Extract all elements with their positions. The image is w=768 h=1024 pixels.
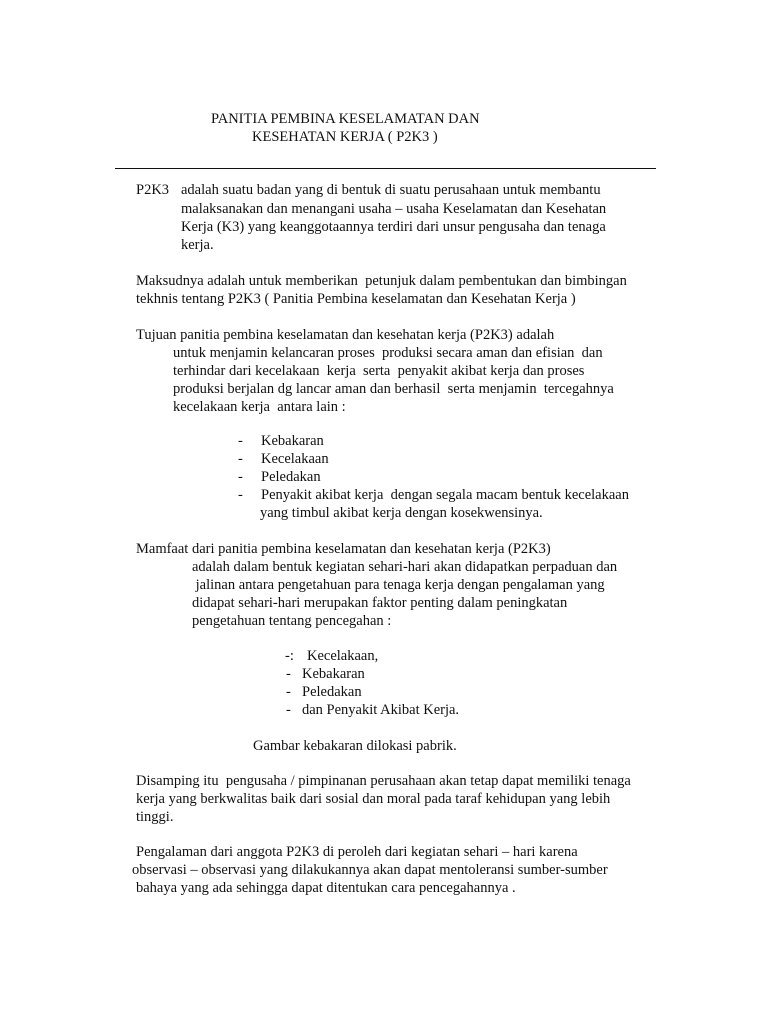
para3-line-2: untuk menjamin kelancaran proses produksi secara aman dan efisian dan bbox=[173, 345, 603, 361]
title-divider bbox=[115, 168, 656, 169]
para5-line-2: kerja yang berkwalitas baik dari sosial dan moral pada taraf kehidupan yang lebih bbox=[136, 791, 611, 807]
list-item: Peledakan bbox=[261, 469, 321, 485]
para4-line-1: Mamfaat dari panitia pembina keselamatan dan kesehatan kerja (P2K3) bbox=[136, 541, 551, 557]
list-marker: - bbox=[238, 469, 243, 485]
list-item: Penyakit akibat kerja dengan segala macam bentuk kecelakaan bbox=[261, 487, 629, 503]
list-item: dan Penyakit Akibat Kerja. bbox=[302, 702, 460, 718]
list-marker: - bbox=[238, 487, 243, 503]
list-item: Kebakaran bbox=[302, 666, 365, 682]
document-title-line-1: PANITIA PEMBINA KESELAMATAN DAN bbox=[211, 111, 480, 127]
para3-line-5: kecelakaan kerja antara lain : bbox=[173, 399, 346, 415]
para1-line-2: malaksanakan dan menangani usaha – usaha Keselamatan dan Kesehatan bbox=[181, 201, 607, 217]
para4-line-3: jalinan antara pengetahuan para tenaga kerja dengan pengalaman yang bbox=[192, 577, 605, 593]
para5-line-1: Disamping itu pengusaha / pimpinanan perusahaan akan tetap dapat memiliki tenaga bbox=[136, 773, 631, 789]
para1-line-4: kerja. bbox=[181, 237, 214, 253]
list-item-continuation: yang timbul akibat kerja dengan kosekwensinya. bbox=[260, 505, 543, 521]
para2-line-1: Maksudnya adalah untuk memberikan petunjuk dalam pembentukan dan bimbingan bbox=[136, 273, 627, 289]
para2-line-2: tekhnis tentang P2K3 ( Panitia Pembina keselamatan dan Kesehatan Kerja ) bbox=[136, 291, 576, 307]
list-marker: -: bbox=[285, 648, 294, 664]
list-marker: - bbox=[238, 451, 243, 467]
list-item: Peledakan bbox=[302, 684, 362, 700]
para6-line-1: Pengalaman dari anggota P2K3 di peroleh dari kegiatan sehari – hari karena bbox=[136, 844, 578, 860]
figure-caption: Gambar kebakaran dilokasi pabrik. bbox=[253, 738, 457, 754]
list-item: Kecelakaan, bbox=[307, 648, 379, 664]
list-marker: - bbox=[238, 433, 243, 449]
para4-line-4: didapat sehari-hari merupakan faktor penting dalam peningkatan bbox=[192, 595, 568, 611]
list-marker: - bbox=[286, 702, 291, 718]
para3-line-3: terhindar dari kecelakaan kerja serta penyakit akibat kerja dan proses bbox=[173, 363, 585, 379]
para3-line-4: produksi berjalan dg lancar aman dan berhasil serta menjamin tercegahnya bbox=[173, 381, 614, 397]
para6-line-2: observasi – observasi yang dilakukannya akan dapat mentoleransi sumber-sumber bbox=[132, 862, 608, 878]
list-item: Kebakaran bbox=[261, 433, 324, 449]
para4-line-5: pengetahuan tentang pencegahan : bbox=[192, 613, 392, 629]
para3-line-1: Tujuan panitia pembina keselamatan dan kesehatan kerja (P2K3) adalah bbox=[136, 327, 555, 343]
list-marker: - bbox=[286, 666, 291, 682]
list-item: Kecelakaan bbox=[261, 451, 329, 467]
para6-line-3: bahaya yang ada sehingga dapat ditentukan cara pencegahannya . bbox=[136, 880, 516, 896]
list-marker: - bbox=[286, 684, 291, 700]
para4-line-2: adalah dalam bentuk kegiatan sehari-hari akan didapatkan perpaduan dan bbox=[192, 559, 618, 575]
para1-term: P2K3 bbox=[136, 182, 170, 198]
document-title-line-2: KESEHATAN KERJA ( P2K3 ) bbox=[252, 129, 438, 145]
para1-line-1: adalah suatu badan yang di bentuk di suatu perusahaan untuk membantu bbox=[181, 182, 601, 198]
para1-line-3: Kerja (K3) yang keanggotaannya terdiri dari unsur pengusaha dan tenaga bbox=[181, 219, 606, 235]
para5-line-3: tinggi. bbox=[136, 809, 174, 825]
